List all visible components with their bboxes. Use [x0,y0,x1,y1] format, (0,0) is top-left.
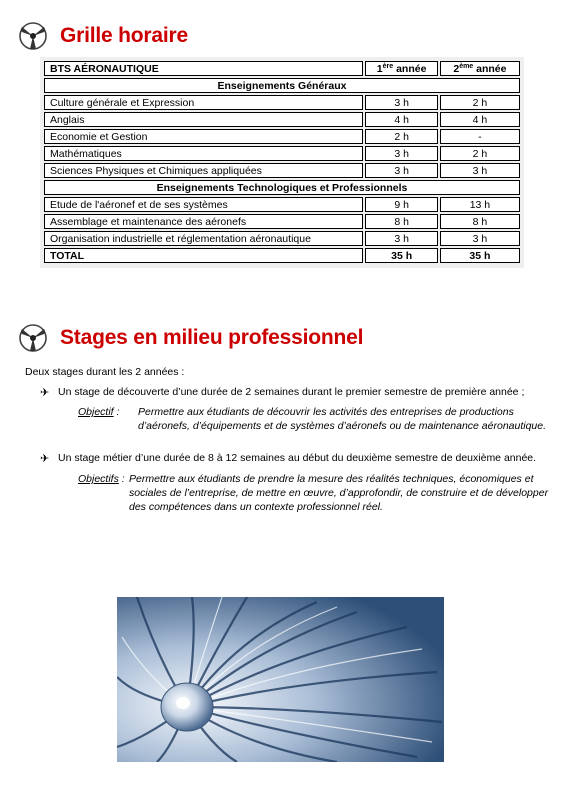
section-techno: Enseignements Technologiques et Professionnels [44,180,520,195]
subject-cell: Etude de l'aéronef et de ses systèmes [44,197,363,212]
table-row [44,214,520,229]
subject-cell: Culture générale et Expression [44,95,363,110]
objectif-block: Objectif : Permettre aux étudiants de découvrir les activités des entreprises de productions d’aéronefs, d’équipements et de systèmes d’aéronefs ou de maintenance aéronautique. [78,406,547,432]
subject-cell: Economie et Gestion [44,129,363,144]
stages-title: Stages en milieu professionnel [60,326,364,349]
objectifs-label: Objectifs [78,473,119,485]
objectifs-line-2: sociales de l’entreprise, de mettre en œuvre, d’approfondir, de construire et de développer [129,487,549,499]
table-header-row [44,61,520,76]
objectif-label: Objectif [78,406,114,418]
table-row [44,112,520,127]
airplane-icon: ✈ [40,387,50,399]
total-year2: 35 h [440,248,520,263]
hours-year2: 4 h [440,112,520,127]
subject-cell: Mathématiques [44,146,363,161]
hours-year2: 13 h [440,197,520,212]
hours-year1: 3 h [365,231,437,246]
subject-cell: Assemblage et maintenance des aéronefs [44,214,363,229]
table-row [44,197,520,212]
hours-year2: 3 h [440,231,520,246]
section-generaux: Enseignements Généraux [44,78,520,93]
subject-cell: Anglais [44,112,363,127]
stages-intro: Deux stages durant les 2 années : [25,366,185,378]
stages-heading [18,323,363,353]
table-row [44,163,520,178]
grille-title: Grille horaire [60,24,188,47]
hours-year2: 3 h [440,163,520,178]
header-year2: 2ème année [440,61,520,76]
table-row [44,231,520,246]
hours-year2: 2 h [440,95,520,110]
total-label: TOTAL [44,248,363,263]
hours-year1: 3 h [365,163,437,178]
total-row [44,248,520,263]
subject-cell: Sciences Physiques et Chimiques appliquées [44,163,363,178]
stage2-item [40,452,536,465]
objectifs-block: Objectifs : Permettre aux étudiants de prendre la mesure des réalités techniques, économiques et sociales de l’entreprise, de mettre en œuvre, d’approfondir, de construire et de développer des compétences dans un contexte professionnel réel. [78,473,549,513]
hours-year1: 3 h [365,146,437,161]
hours-year1: 3 h [365,95,437,110]
hours-year1: 9 h [365,197,437,212]
hours-year1: 2 h [365,129,437,144]
timetable [40,57,524,268]
propeller-icon [18,21,48,51]
objectifs-line-3: des compétences dans un contexte professionnel réel. [129,501,383,513]
hours-year2: 2 h [440,146,520,161]
stage1-text: Un stage de découverte d’une durée de 2 semaines durant le premier semestre de première année ; [58,386,525,398]
hours-year2: - [440,129,520,144]
table-row [44,129,520,144]
header-year1: 1ère année [365,61,437,76]
objectifs-line-1: Permettre aux étudiants de prendre la mesure des réalités techniques, économiques et [129,473,534,485]
airplane-icon: ✈ [40,453,50,465]
hours-year2: 8 h [440,214,520,229]
table-row [44,95,520,110]
objectif-line-1: Permettre aux étudiants de découvrir les activités des entreprises de productions [138,406,514,418]
propeller-icon [18,323,48,353]
hours-year1: 8 h [365,214,437,229]
stage2-text: Un stage métier d’une durée de 8 à 12 semaines au début du deuxième semestre de deuxième année. [58,452,537,464]
turbofan-engine-image [117,597,444,762]
subject-cell: Organisation industrielle et réglementation aéronautique [44,231,363,246]
total-year1: 35 h [365,248,437,263]
table-row [44,146,520,161]
hours-year1: 4 h [365,112,437,127]
header-diploma: BTS AÉRONAUTIQUE [44,61,363,76]
objectif-line-2: d’aéronefs, d’équipements et de systèmes d’aéronefs ou de maintenance aéronautique. [138,420,547,432]
stage1-item [40,386,524,399]
grille-heading [18,21,188,51]
